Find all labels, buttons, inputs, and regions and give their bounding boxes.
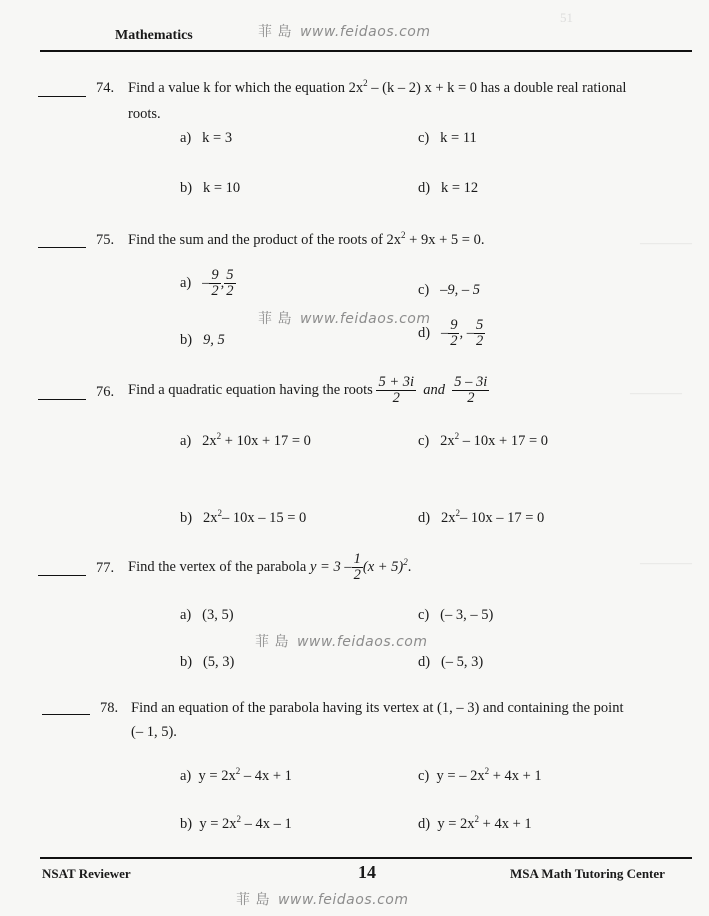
question-76-number: 76. <box>96 384 115 400</box>
header-rule <box>40 50 692 52</box>
watermark: 菲 島 www.feidaos.com <box>236 892 409 908</box>
bleed-through-text: 51 <box>560 10 573 25</box>
option-75-a[interactable]: a) – $\frac{9}{2}$ , $\frac{5}{2}$ <box>180 267 234 300</box>
footer-rule <box>40 857 692 859</box>
option-74-a[interactable]: a) k = 3 <box>180 130 233 146</box>
option-75-d[interactable]: d) – $\frac{9}{2}$ , – $\frac{5}{2}$ <box>418 317 484 350</box>
question-77-number: 77. <box>96 560 115 576</box>
answer-blank-77[interactable] <box>38 575 86 576</box>
answer-blank-76[interactable] <box>38 399 86 400</box>
option-75-b[interactable]: b) 9, 5 <box>180 332 225 348</box>
bleed-through-text: ———— <box>630 385 682 400</box>
option-76-a[interactable]: a) $2x^2 + 10x + 17 = 0$ <box>180 431 311 449</box>
question-74-text: Find a value k for which the equation $2x^2 - (k - 2) x + k = 0$ has a double real rational <box>128 78 627 96</box>
question-74-number: 74. <box>96 80 115 96</box>
option-74-d[interactable]: d) k = 12 <box>418 180 479 196</box>
question-75-number: 75. <box>96 232 115 248</box>
answer-blank-74[interactable] <box>38 96 86 97</box>
option-77-a[interactable]: a) (3, 5) <box>180 607 234 623</box>
option-76-d[interactable]: d) $2x^2-$ 10x – 17 = 0 <box>418 508 545 526</box>
option-74-b[interactable]: b) k = 10 <box>180 180 241 196</box>
question-78-number: 78. <box>100 700 119 716</box>
question-78-text-line2: (– 1, 5). <box>131 724 177 740</box>
option-77-b[interactable]: b) (5, 3) <box>180 654 235 670</box>
option-77-c[interactable]: c) (– 3, – 5) <box>418 607 494 623</box>
option-74-c[interactable]: c) k = 11 <box>418 130 477 146</box>
option-75-c[interactable]: c) –9, – 5 <box>418 282 481 298</box>
watermark-url: www.feidaos.com <box>299 24 431 40</box>
watermark: 菲 島 www.feidaos.com <box>258 311 431 327</box>
footer-left: NSAT Reviewer <box>42 866 131 881</box>
question-78-text: Find an equation of the parabola having its vertex at (1, – 3) and containing the point <box>131 700 624 716</box>
bleed-through-text: ———— <box>640 555 692 570</box>
answer-blank-75[interactable] <box>38 247 86 248</box>
option-76-c[interactable]: c) $2x^2 - 10x + 17 = 0$ <box>418 431 548 449</box>
page-subject: Mathematics <box>115 28 193 43</box>
option-78-c[interactable]: c) y = – $2x^2 + 4x + 1$ <box>418 766 542 784</box>
question-76-text: Find a quadratic equation having the roots $\frac{5 + 3i}{2}$ and $\frac{5 - 3i}{2}$ <box>128 373 488 407</box>
option-78-d[interactable]: d) $y = 2x^2 + 4x + 1$ <box>418 814 532 832</box>
option-78-b[interactable]: b) $y = 2x^2 - 4x - 1$ <box>180 814 292 832</box>
option-77-d[interactable]: d) (– 5, 3) <box>418 654 484 670</box>
question-74-text-line2: roots. <box>128 106 161 122</box>
watermark-cn: 菲 島 <box>258 24 292 40</box>
question-77-text: Find the vertex of the parabola y = 3 – $\frac{1}{2}$ $(x + 5)^2$. <box>128 550 412 584</box>
watermark <box>258 21 430 41</box>
question-75-text: Find the sum and the product of the roots of $2x^2 + 9x + 5 = 0$. <box>128 230 485 248</box>
option-78-a[interactable]: a) $y = 2x^2 - 4x + 1$ <box>180 766 292 784</box>
footer-right: MSA Math Tutoring Center <box>510 866 665 881</box>
answer-blank-78[interactable] <box>42 714 90 715</box>
page-number: 14 <box>358 862 376 882</box>
watermark: 菲 島 www.feidaos.com <box>255 634 428 650</box>
option-76-b[interactable]: b) $2x^2-$ 10x – 15 = 0 <box>180 508 307 526</box>
bleed-through-text: ———— <box>640 235 692 250</box>
